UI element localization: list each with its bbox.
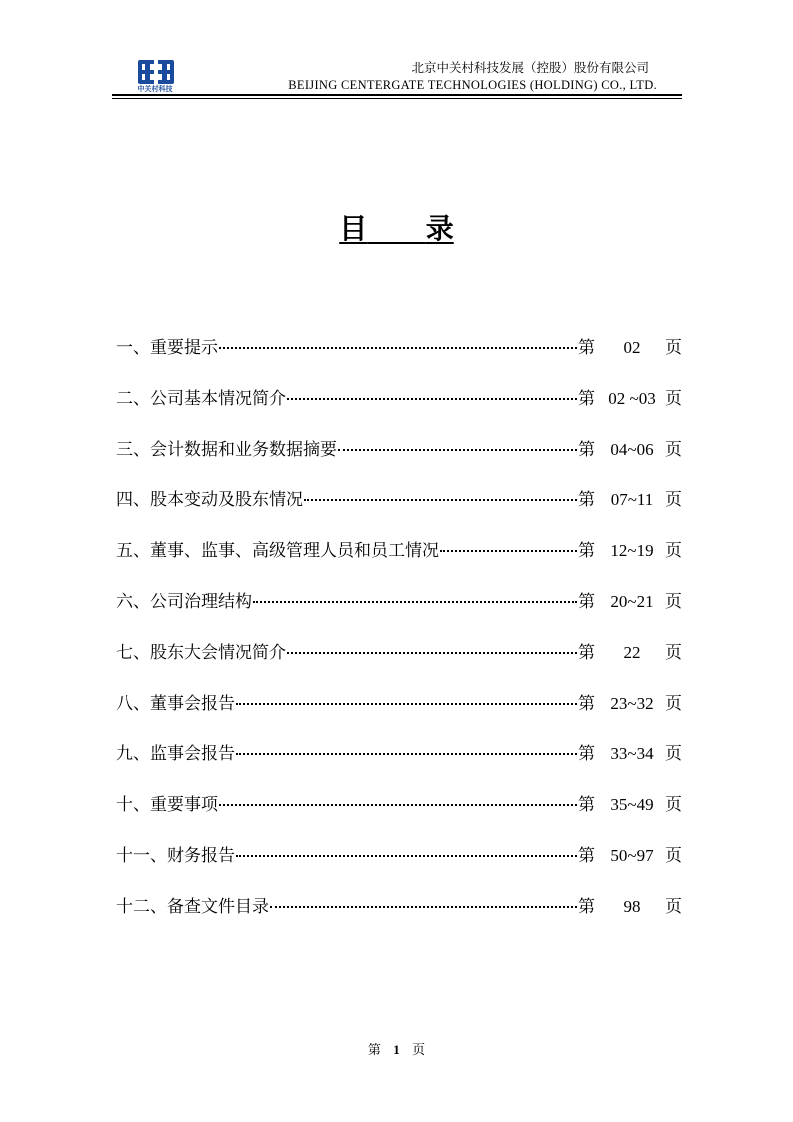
toc-entry-label: 三、会计数据和业务数据摘要 [116,439,337,460]
toc-dot-leader [253,585,577,607]
footer-page-number: 1 [393,1042,400,1057]
toc-dot-leader [219,331,577,353]
toc-dot-leader [219,788,577,810]
toc-entry[interactable] [116,381,682,432]
header-rule [112,94,682,96]
toc-entry-label: 十二、备查文件目录 [116,896,269,917]
toc-entry[interactable] [116,432,682,483]
header-rule-thin [112,98,682,99]
toc-entry-prefix: 第 [578,693,595,714]
toc-entry-suffix: 页 [665,744,682,765]
toc-entry[interactable] [116,736,682,787]
table-of-contents [116,330,682,940]
toc-entry-label: 八、董事会报告 [116,693,235,714]
toc-entry-suffix: 页 [665,439,682,460]
toc-entry[interactable] [116,330,682,381]
footer-suffix: 页 [412,1043,426,1058]
toc-entry-label: 一、重要提示 [116,338,218,358]
header-company-name-en: BEIJING CENTERGATE TECHNOLOGIES (HOLDING) CO., LTD. [288,78,657,92]
toc-entry-suffix: 页 [665,388,682,409]
toc-entry[interactable] [116,584,682,635]
toc-entry-suffix: 页 [665,795,682,816]
toc-entry-prefix: 第 [578,795,595,816]
toc-entry-label: 五、董事、监事、高级管理人员和员工情况 [116,541,439,562]
toc-entry-prefix: 第 [578,744,595,765]
toc-entry[interactable] [116,533,682,584]
toc-entry[interactable] [116,838,682,889]
toc-entry-label: 四、股本变动及股东情况 [116,490,303,511]
toc-entry-pages: 23~32 [610,693,654,713]
toc-entry-suffix: 页 [665,845,682,866]
toc-entry-prefix: 第 [578,388,595,409]
toc-entry-pages: 02 [623,338,641,357]
toc-entry-suffix: 页 [665,338,682,358]
toc-entry-suffix: 页 [665,896,682,917]
page-title [0,207,793,247]
toc-entry-suffix: 页 [665,642,682,663]
toc-entry-pages: 02 ~03 [608,388,656,408]
toc-dot-leader [304,483,577,505]
toc-entry-pages: 35~49 [610,795,654,815]
toc-entry-suffix: 页 [665,541,682,562]
toc-entry-pages: 22 [623,642,641,662]
toc-entry[interactable] [116,686,682,737]
toc-entry-label: 二、公司基本情况简介 [116,388,286,409]
toc-entry-pages: 33~34 [610,744,654,764]
toc-entry-prefix: 第 [578,490,595,511]
toc-entry-prefix: 第 [578,896,595,917]
toc-entry-prefix: 第 [578,541,595,562]
logo-text: 中关村科技 [137,85,173,93]
toc-entry-prefix: 第 [578,642,595,663]
footer-prefix: 第 [367,1043,381,1058]
toc-entry-pages: 98 [623,896,641,916]
toc-dot-leader [236,839,577,861]
toc-dot-leader [236,687,577,709]
toc-entry-pages: 50~97 [610,845,654,865]
toc-entry-suffix: 页 [665,591,682,612]
toc-entry-prefix: 第 [578,845,595,866]
toc-entry-label: 十、重要事项 [116,795,218,816]
toc-entry-pages: 04~06 [610,439,654,459]
toc-entry-pages: 07~11 [610,490,654,510]
title-right: 录 [425,212,454,245]
header-company-name-cn: 北京中关村科技发展（控股）股份有限公司 [411,60,649,75]
toc-dot-leader [338,433,577,455]
toc-dot-leader [270,890,577,912]
toc-entry-prefix: 第 [578,439,595,460]
toc-entry-label: 七、股东大会情况简介 [116,642,286,663]
toc-entry[interactable] [116,635,682,686]
toc-entry-label: 十一、财务报告 [116,845,235,866]
toc-entry[interactable] [116,787,682,838]
toc-entry-prefix: 第 [578,338,595,358]
title-left: 目 [339,212,368,245]
toc-dot-leader [287,382,577,404]
toc-dot-leader [287,636,577,658]
toc-entry-label: 九、监事会报告 [116,744,235,765]
toc-entry-suffix: 页 [665,490,682,511]
toc-dot-leader [236,737,577,759]
page-footer [0,1039,793,1058]
toc-entry-prefix: 第 [578,591,595,612]
toc-entry-suffix: 页 [665,693,682,714]
toc-entry-label: 六、公司治理结构 [116,591,252,612]
toc-entry[interactable] [116,889,682,940]
toc-entry-pages: 20~21 [610,591,654,611]
toc-dot-leader [440,534,577,556]
toc-entry[interactable] [116,482,682,533]
toc-entry-pages: 12~19 [610,541,654,561]
